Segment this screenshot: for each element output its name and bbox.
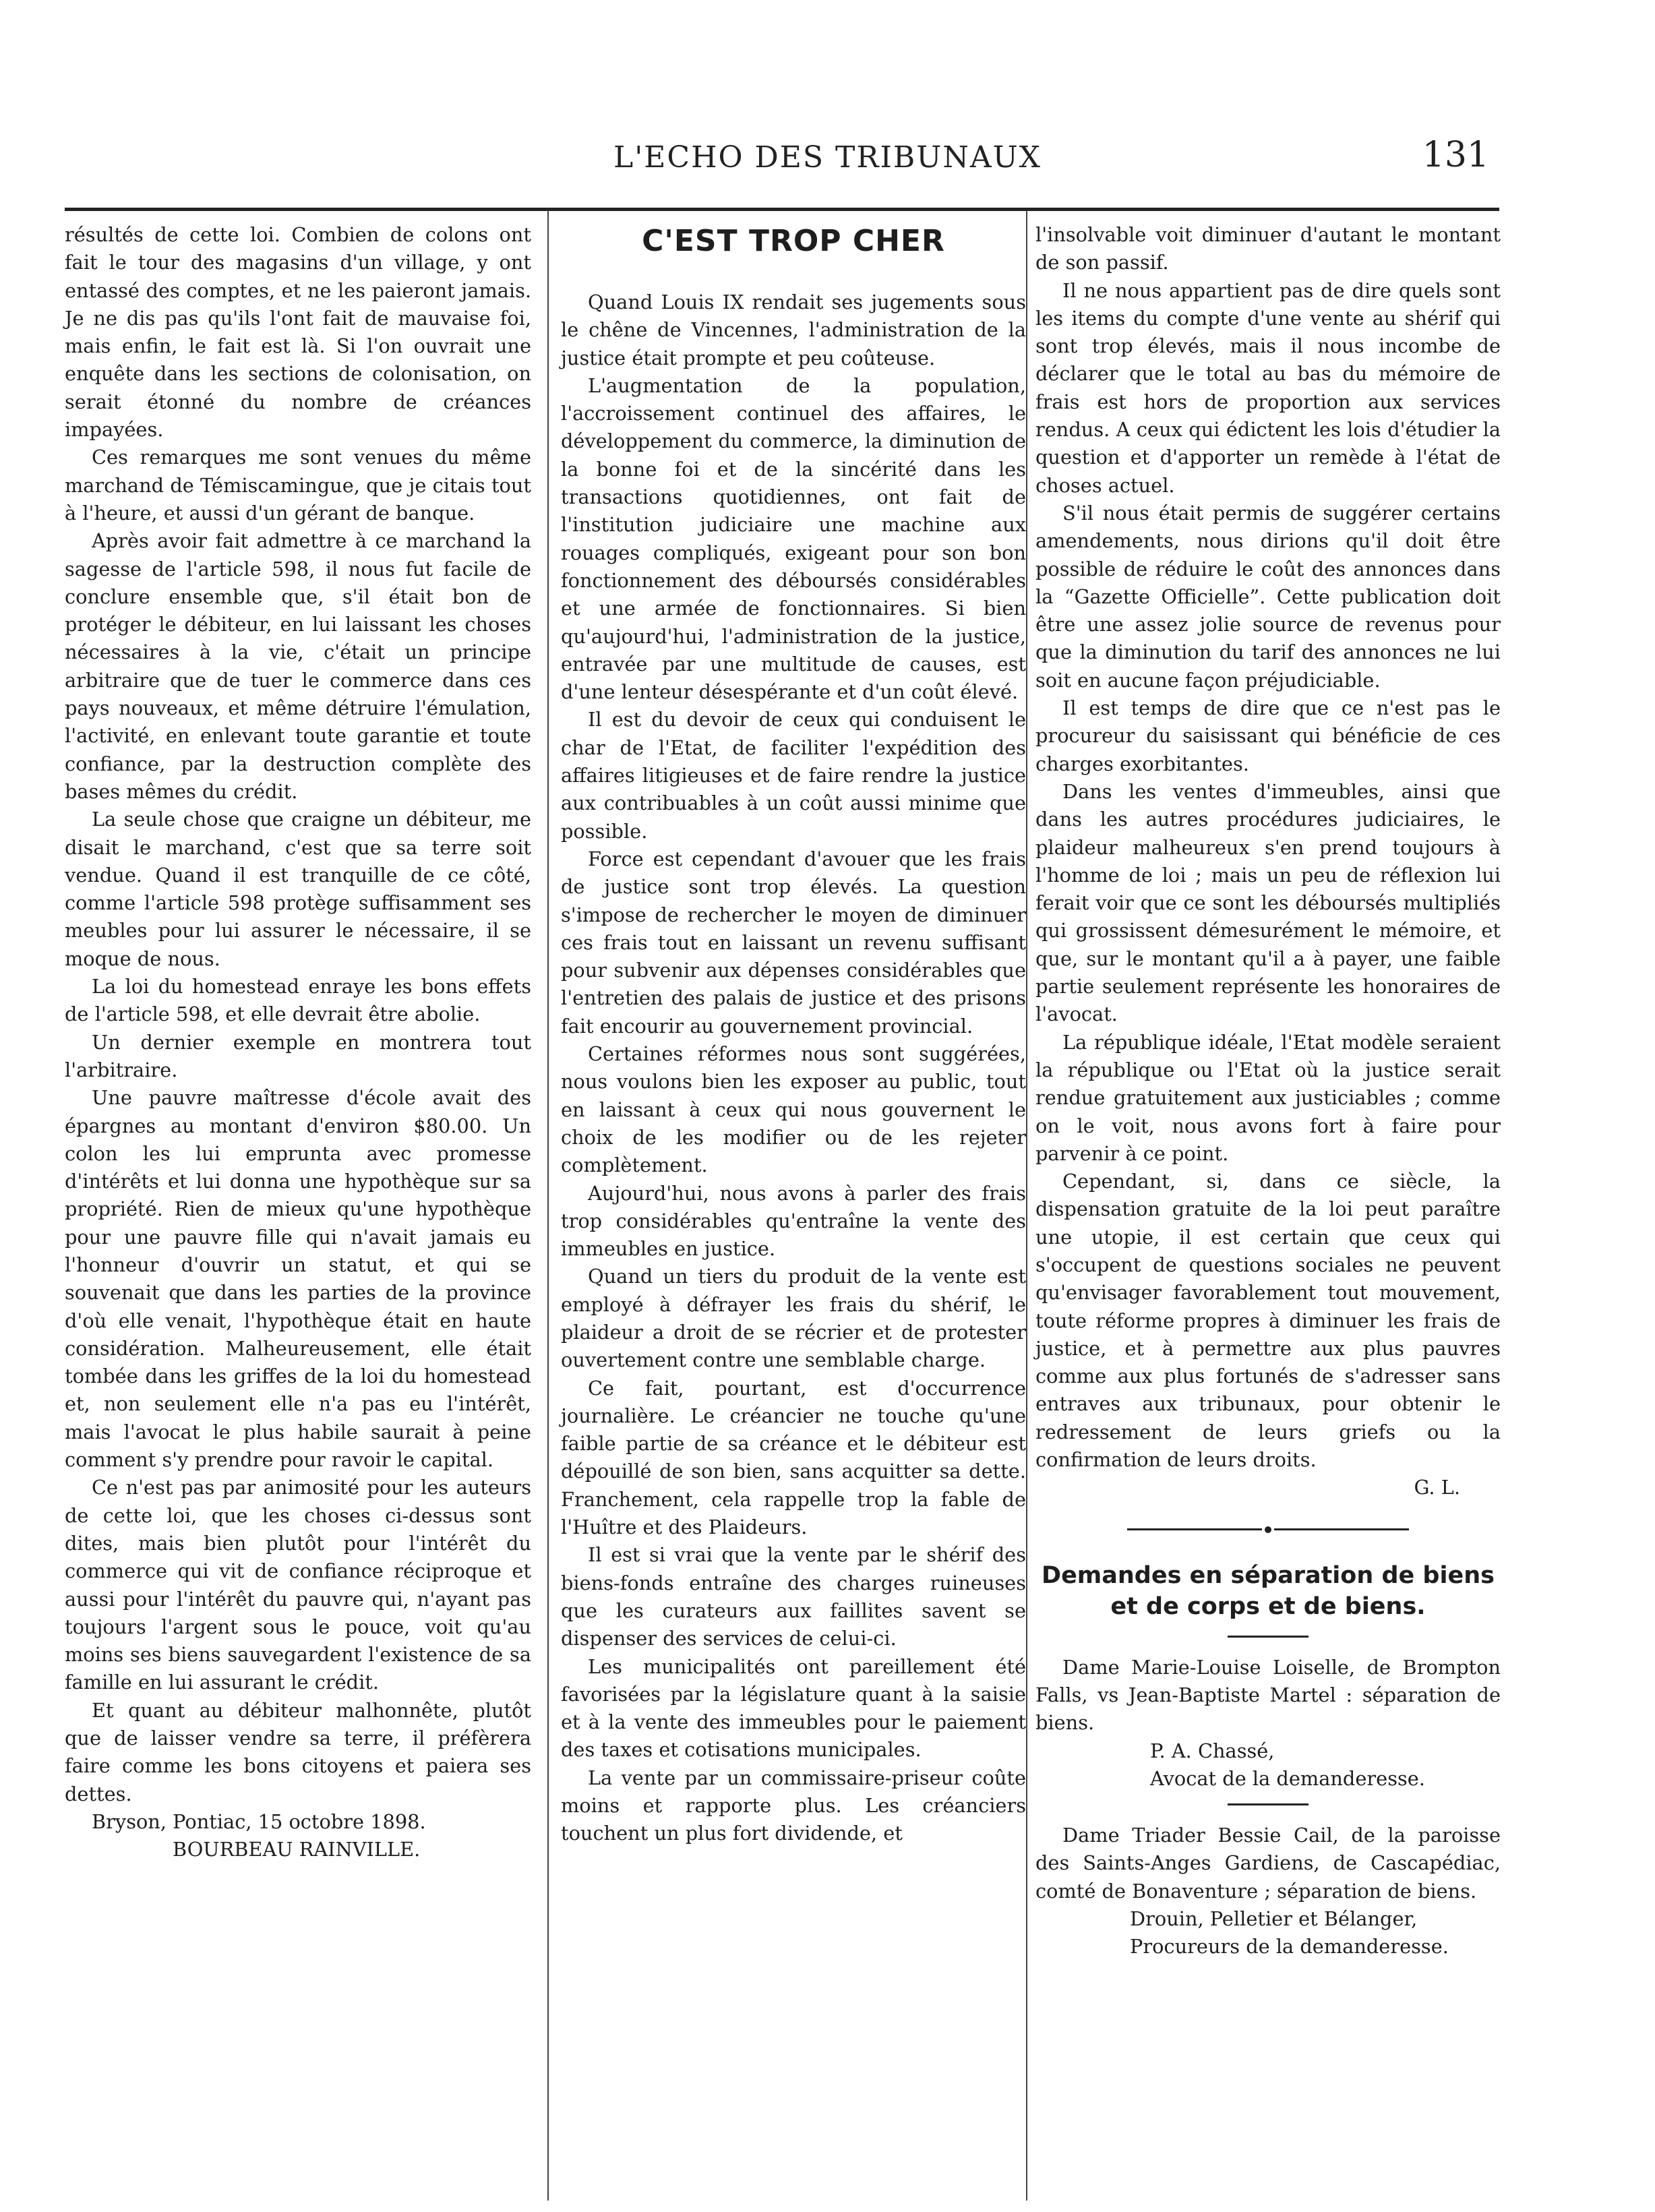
ornament-line [1274,1528,1409,1530]
paragraph: Ce fait, pourtant, est d'occurrence journalière. Le créancier ne touche qu'une faible partie de sa créance et le débiteur est dépouillé de son bien, sans acquitter sa dette. Franchement, cela rappelle trop la fable de l'Huître et des Plaideurs. [561,1376,1026,1539]
paragraph: Il est du devoir de ceux qui conduisent le char de l'Etat, de faciliter l'expédition des affaires litigieuses et de faire rendre la justice aux contribuables à un coût aussi minime que possible. [561,708,1026,843]
author-signature: BOURBEAU RAINVILLE. [173,1838,421,1861]
paragraph: Il est temps de dire que ce n'est pas le procureur du saisissant qui bénéficie de ces charges exorbitantes. [1035,696,1501,775]
paragraph: Et quant au débiteur malhonnête, plutôt que de laisser vendre sa terre, il préfèrera faire comme les bons citoyens et paiera ses dettes. [65,1698,531,1805]
paragraph: Cependant, si, dans ce siècle, la dispensation gratuite de la loi peut paraître une utopie, il est certain que ceux qui s'occupent de questions sociales ne peuvent qu'envisager favorablement tout mouvement, toute réforme propres à diminuer les frais de justice, et à permettre aux plus pauvres comme aux plus fortunés de s'adresser sans entraves aux tribunaux, pour obtenir le redressement de leurs griefs ou la confirmation de leurs droits. [1035,1170,1501,1472]
column-rule-left [547,210,549,2201]
paragraph: Certaines réformes nous sont suggérées, nous voulons bien les exposer au public, tout en laissant à ceux qui nous gouvernent le choix de les modifier ou de les rejeter complètement. [561,1042,1026,1177]
short-rule [1228,1636,1308,1638]
paragraph: Force est cependant d'avouer que les frais de justice sont trop élevés. La question s'impose de rechercher le moyen de diminuer ces frais tout en laissant un revenu suffisant pour subvenir aux dépenses considérables que l'entretien des palais de justice et des prisons fait encourir au gouvernement provincial. [561,847,1026,1038]
column-3 [1035,221,1501,1961]
paragraph: Quand Louis IX rendait ses jugements sous le chêne de Vincennes, l'administration de la justice était prompte et peu coûteuse. [561,291,1026,369]
notice-title: Demandes en séparation de biens et de corps et de biens. [1042,1561,1495,1620]
ornament-dot [1265,1526,1271,1533]
column-1 [65,221,531,1864]
paragraph: La vente par un commissaire-priseur coûte moins et rapporte plus. Les créanciers touchent un plus fort dividende, et [561,1766,1026,1845]
paragraph: Ces remarques me sont venues du même marchand de Témiscamingue, que je citais tout à l'heure, et aussi d'un gérant de banque. [65,446,531,525]
paragraph: L'augmentation de la population, l'accroissement continuel des affaires, le développement du commerce, la diminution de la bonne foi et de la sincérité dans les transactions quotidiennes, ont fait de l'institution judiciaire une machine aux rouages compliqués, exigeant pour son bon fonctionnement des déboursés considérables et une armée de fonctionnaires. Si bien qu'aujourd'hui, l'administration de la justice, entravée par une multitude de causes, est d'une lenteur désespérante et d'un coût élevé. [561,373,1026,704]
dateline: Bryson, Pontiac, 15 octobre 1898. [92,1810,426,1833]
paragraph: La loi du homestead enraye les bons effets de l'article 598, et elle devrait être abolie. [65,975,531,1026]
column-rule-right [1026,210,1027,2201]
paragraph: Il ne nous appartient pas de dire quels sont les items du compte d'une vente au shérif qui sont trop élevés, mais il nous incombe de déclarer que le total au bas du mémoire de frais est hors de proportion aux services rendus. A ceux qui édictent les lois d'étudier la question et d'apporter un remède à l'état de choses actuel. [1035,278,1501,497]
paragraph: l'insolvable voit diminuer d'autant le montant de son passif. [1035,223,1501,274]
notice-signature-role: Avocat de la demanderesse. [1150,1766,1425,1790]
paragraph: Quand un tiers du produit de la vente est employé à défrayer les frais du shérif, le plaideur a droit de se récrier et de protester ouvertement contre une semblable charge. [561,1265,1026,1372]
author-initials: G. L. [1414,1476,1460,1499]
column-2 [561,221,1026,1848]
ornament-line [1127,1528,1262,1530]
paragraph: Les municipalités ont pareillement été favorisées par la législature quant à la saisie et à la vente des immeubles pour le paiement des taxes et cotisations municipales. [561,1654,1026,1762]
paragraph: résultés de cette loi. Combien de colons ont fait le tour des magasins d'un village, y ont entassé des comptes, et ne les paieront jamais. Je ne dis pas qu'ils l'ont fait de mauvaise foi, mais enfin, le fait est là. Si l'on ouvrait une enquête dans les sections de colonisation, on serait étonné du nombre de créances impayées. [65,223,531,442]
paragraph: S'il nous était permis de suggérer certains amendements, nous dirions qu'il doit être possible de réduire le coût des annonces dans la “Gazette Officielle”. Cette publication doit être une assez jolie source de revenus pour que la diminution du tarif des annonces ne lui soit en aucune façon préjudiciable. [1035,501,1501,692]
notice-signature: Drouin, Pelletier et Bélanger, [1130,1907,1418,1931]
paragraph: Aujourd'hui, nous avons à parler des frais trop considérables qu'entraîne la vente des immeubles en justice. [561,1181,1026,1261]
paragraph: Un dernier exemple en montrera tout l'arbitraire. [65,1030,531,1081]
page-number: 131 [1422,135,1489,175]
article-title: C'EST TROP CHER [642,224,945,258]
paragraph: La république idéale, l'Etat modèle seraient la république ou l'Etat où la justice serait rendue gratuitement aux justiciables ; comme on le voit, nous avons fort à faire pour parvenir à ce point. [1035,1030,1501,1165]
notice-text: Dame Triader Bessie Cail, de la paroisse des Saints-Anges Gardiens, de Cascapédiac, comté de Bonaventure ; séparation de biens. [1035,1824,1501,1903]
header-rule [65,208,1499,211]
paragraph: La seule chose que craigne un débiteur, me disait le marchand, c'est que sa terre soit vendue. Quand il est tranquille de ce côté, comme l'article 598 protège suffisamment ses meubles pour lui assurer le nécessaire, il se moque de nous. [65,808,531,970]
short-rule [1228,1803,1308,1805]
running-title: L'ECHO DES TRIBUNAUX [613,140,1042,175]
paragraph: Il est si vrai que la vente par le shérif des biens-fonds entraîne des charges ruineuses que les curateurs aux faillites savent se dispenser des services de celui-ci. [561,1543,1026,1650]
paragraph: Dans les ventes d'immeubles, ainsi que dans les autres procédures judiciaires, le plaideur malheureux s'en prend toujours à l'homme de loi ; mais un peu de réflexion lui ferait voir que ce sont les déboursés multipliés qui grossissent démesurément le mémoire, et que, sur le montant qu'il a à payer, une faible partie seulement représente les honoraires de l'avocat. [1035,779,1501,1026]
paragraph: Une pauvre maîtresse d'école avait des épargnes au montant d'environ $80.00. Un colon les lui emprunta avec promesse d'intérêts et lui donna une hypothèque sur sa propriété. Rien de mieux qu'une hypothèque pour une pauvre fille qui n'avait jamais eu l'honneur d'ouvrir un statut, et qui se souvenait que dans les parties de la province d'où elle venait, l'hypothèque était en haute considération. Malheureusement, elle était tombée dans les griffes de la loi du homestead et, non seulement elle n'a pas eu l'intérêt, mais l'avocat le plus habile saurait à peine comment s'y prendre pour ravoir le capital. [65,1086,531,1472]
notice-signature-role: Procureurs de la demanderesse. [1130,1935,1449,1959]
paragraph: Ce n'est pas par animosité pour les auteurs de cette loi, que les choses ci-dessus sont dites, mais bien plutôt pour l'intérêt du commerce qui vit de confiance réciproque et aussi pour l'intérêt du pauvre qui, n'ayant pas toujours l'argent sous le pouce, voit qu'au moins ses biens sauvegardent l'existence de sa famille en lui assurant le crédit. [65,1476,531,1694]
notice-text: Dame Marie-Louise Loiselle, de Brompton Falls, vs Jean-Baptiste Martel : séparation de biens. [1035,1655,1501,1735]
section-ornament [1035,1526,1501,1533]
paragraph: Après avoir fait admettre à ce marchand la sagesse de l'article 598, il nous fut facile de conclure ensemble que, s'il était bon de protéger le débiteur, en lui laissant les choses nécessaires à la vie, c'était un principe arbitraire que de tuer le commerce dans ces pays nouveaux, et même détruire l'émulation, l'activité, en enlevant toute garantie et toute confiance, par la destruction complète des bases mêmes du crédit. [65,529,531,803]
notice-signature: P. A. Chassé, [1150,1739,1275,1762]
